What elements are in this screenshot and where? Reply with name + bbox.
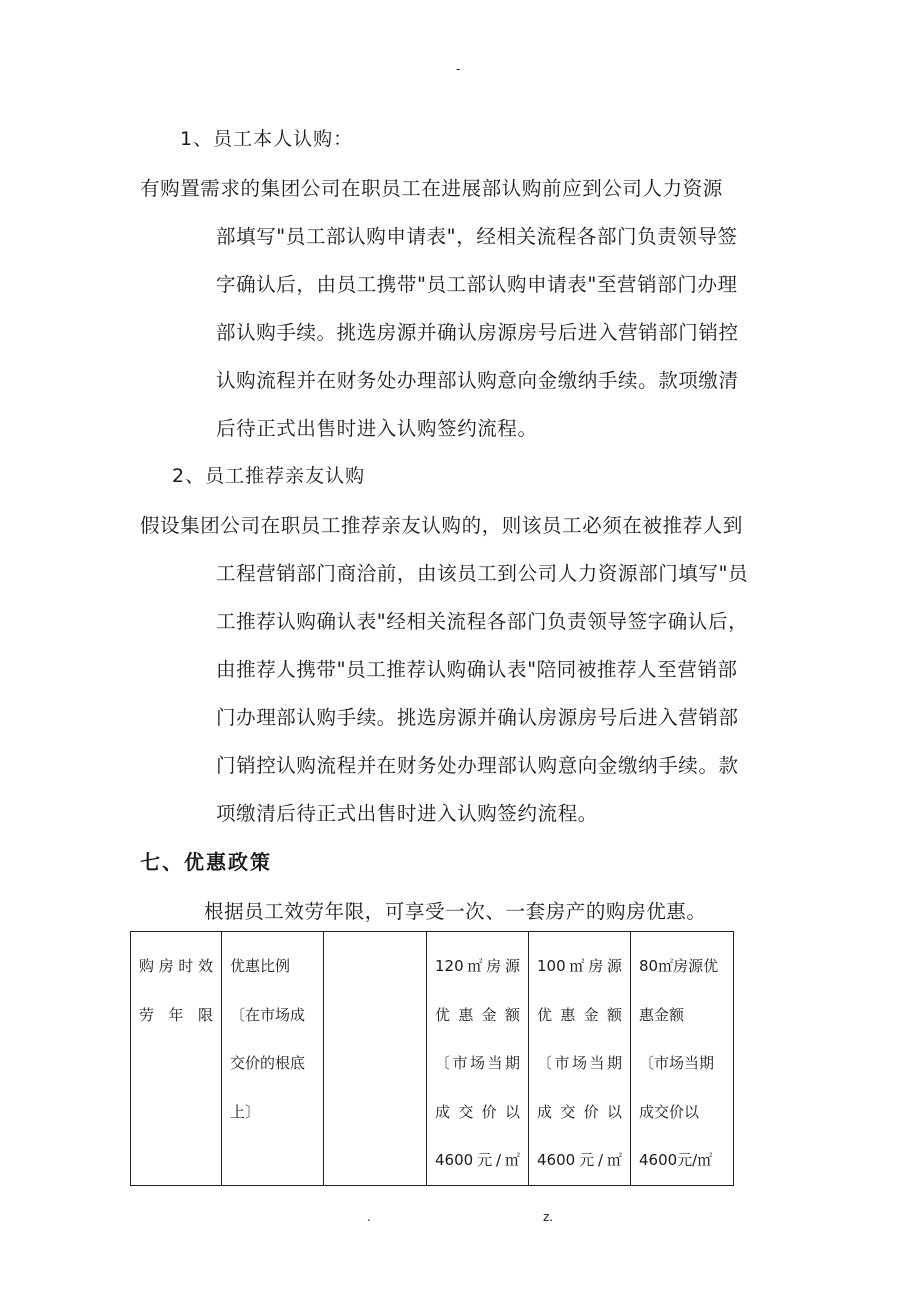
section-1-line: 后待正式出售时进入认购签约流程。 [216,417,538,440]
section-1-heading: 1、员工本人认购： [180,128,354,150]
footer-left-mark: . [367,1210,371,1224]
col-blank [324,932,427,1186]
section-1-line: 认购流程并在财务处办理部认购意向金缴纳手续。款项缴清 [216,369,739,392]
section-2-line: 门销控认购流程并在财务处办理部认购意向金缴纳手续。款 [216,754,739,777]
section-1-line: 部认购手续。挑选房源并确认房源房号后进入营销部门销控 [216,321,739,344]
col-80sqm-discount: 80㎡房源优 惠金额 〔市场当期 成交价以 4600元/㎡ [631,932,734,1186]
section-2-line: 门办理部认购手续。挑选房源并确认房源房号后进入营销部 [216,706,739,729]
col-100sqm-discount: 100㎡房源 优惠金额 〔市场当期 成交价以 4600元/㎡ [529,932,631,1186]
col-service-years: 购房时效 劳年限 [131,932,222,1186]
section-2-line: 工程营销部门商洽前，由该员工到公司人力资源部门填写"员 [216,562,749,585]
section-2-line: 项缴清后待正式出售时进入认购签约流程。 [216,802,598,825]
section-7-intro: 根据员工效劳年限，可享受一次、一套房产的购房优惠。 [204,900,707,923]
header-mark: - [456,62,461,76]
section-7-heading: 七、优惠政策 [140,850,272,874]
section-2-line: 由推荐人携带"员工推荐认购确认表"陪同被推荐人至营销部 [216,658,738,681]
section-2-line: 假设集团公司在职员工推荐亲友认购的，则该员工必须在被推荐人到 [140,514,744,537]
discount-policy-table [130,931,734,1186]
section-2-line: 工推荐认购确认表"经相关流程各部门负责领导签字确认后， [216,610,749,633]
col-discount-ratio: 优惠比例 〔在市场成 交价的根底 上〕 [222,932,324,1186]
section-1-line: 有购置需求的集团公司在职员工在进展部认购前应到公司人力资源 [140,177,723,200]
table-header-row [131,932,734,1186]
footer-right-mark: z. [543,1210,554,1224]
section-1-line: 字确认后，由员工携带"员工部认购申请表"至营销部门办理 [216,273,738,296]
section-1-line: 部填写"员工部认购申请表"，经相关流程各部门负责领导签 [216,225,738,248]
col-120sqm-discount: 120㎡房源 优惠金额 〔市场当期 成交价以 4600元/㎡ [427,932,529,1186]
section-2-heading: 2、员工推荐亲友认购 [172,465,366,487]
